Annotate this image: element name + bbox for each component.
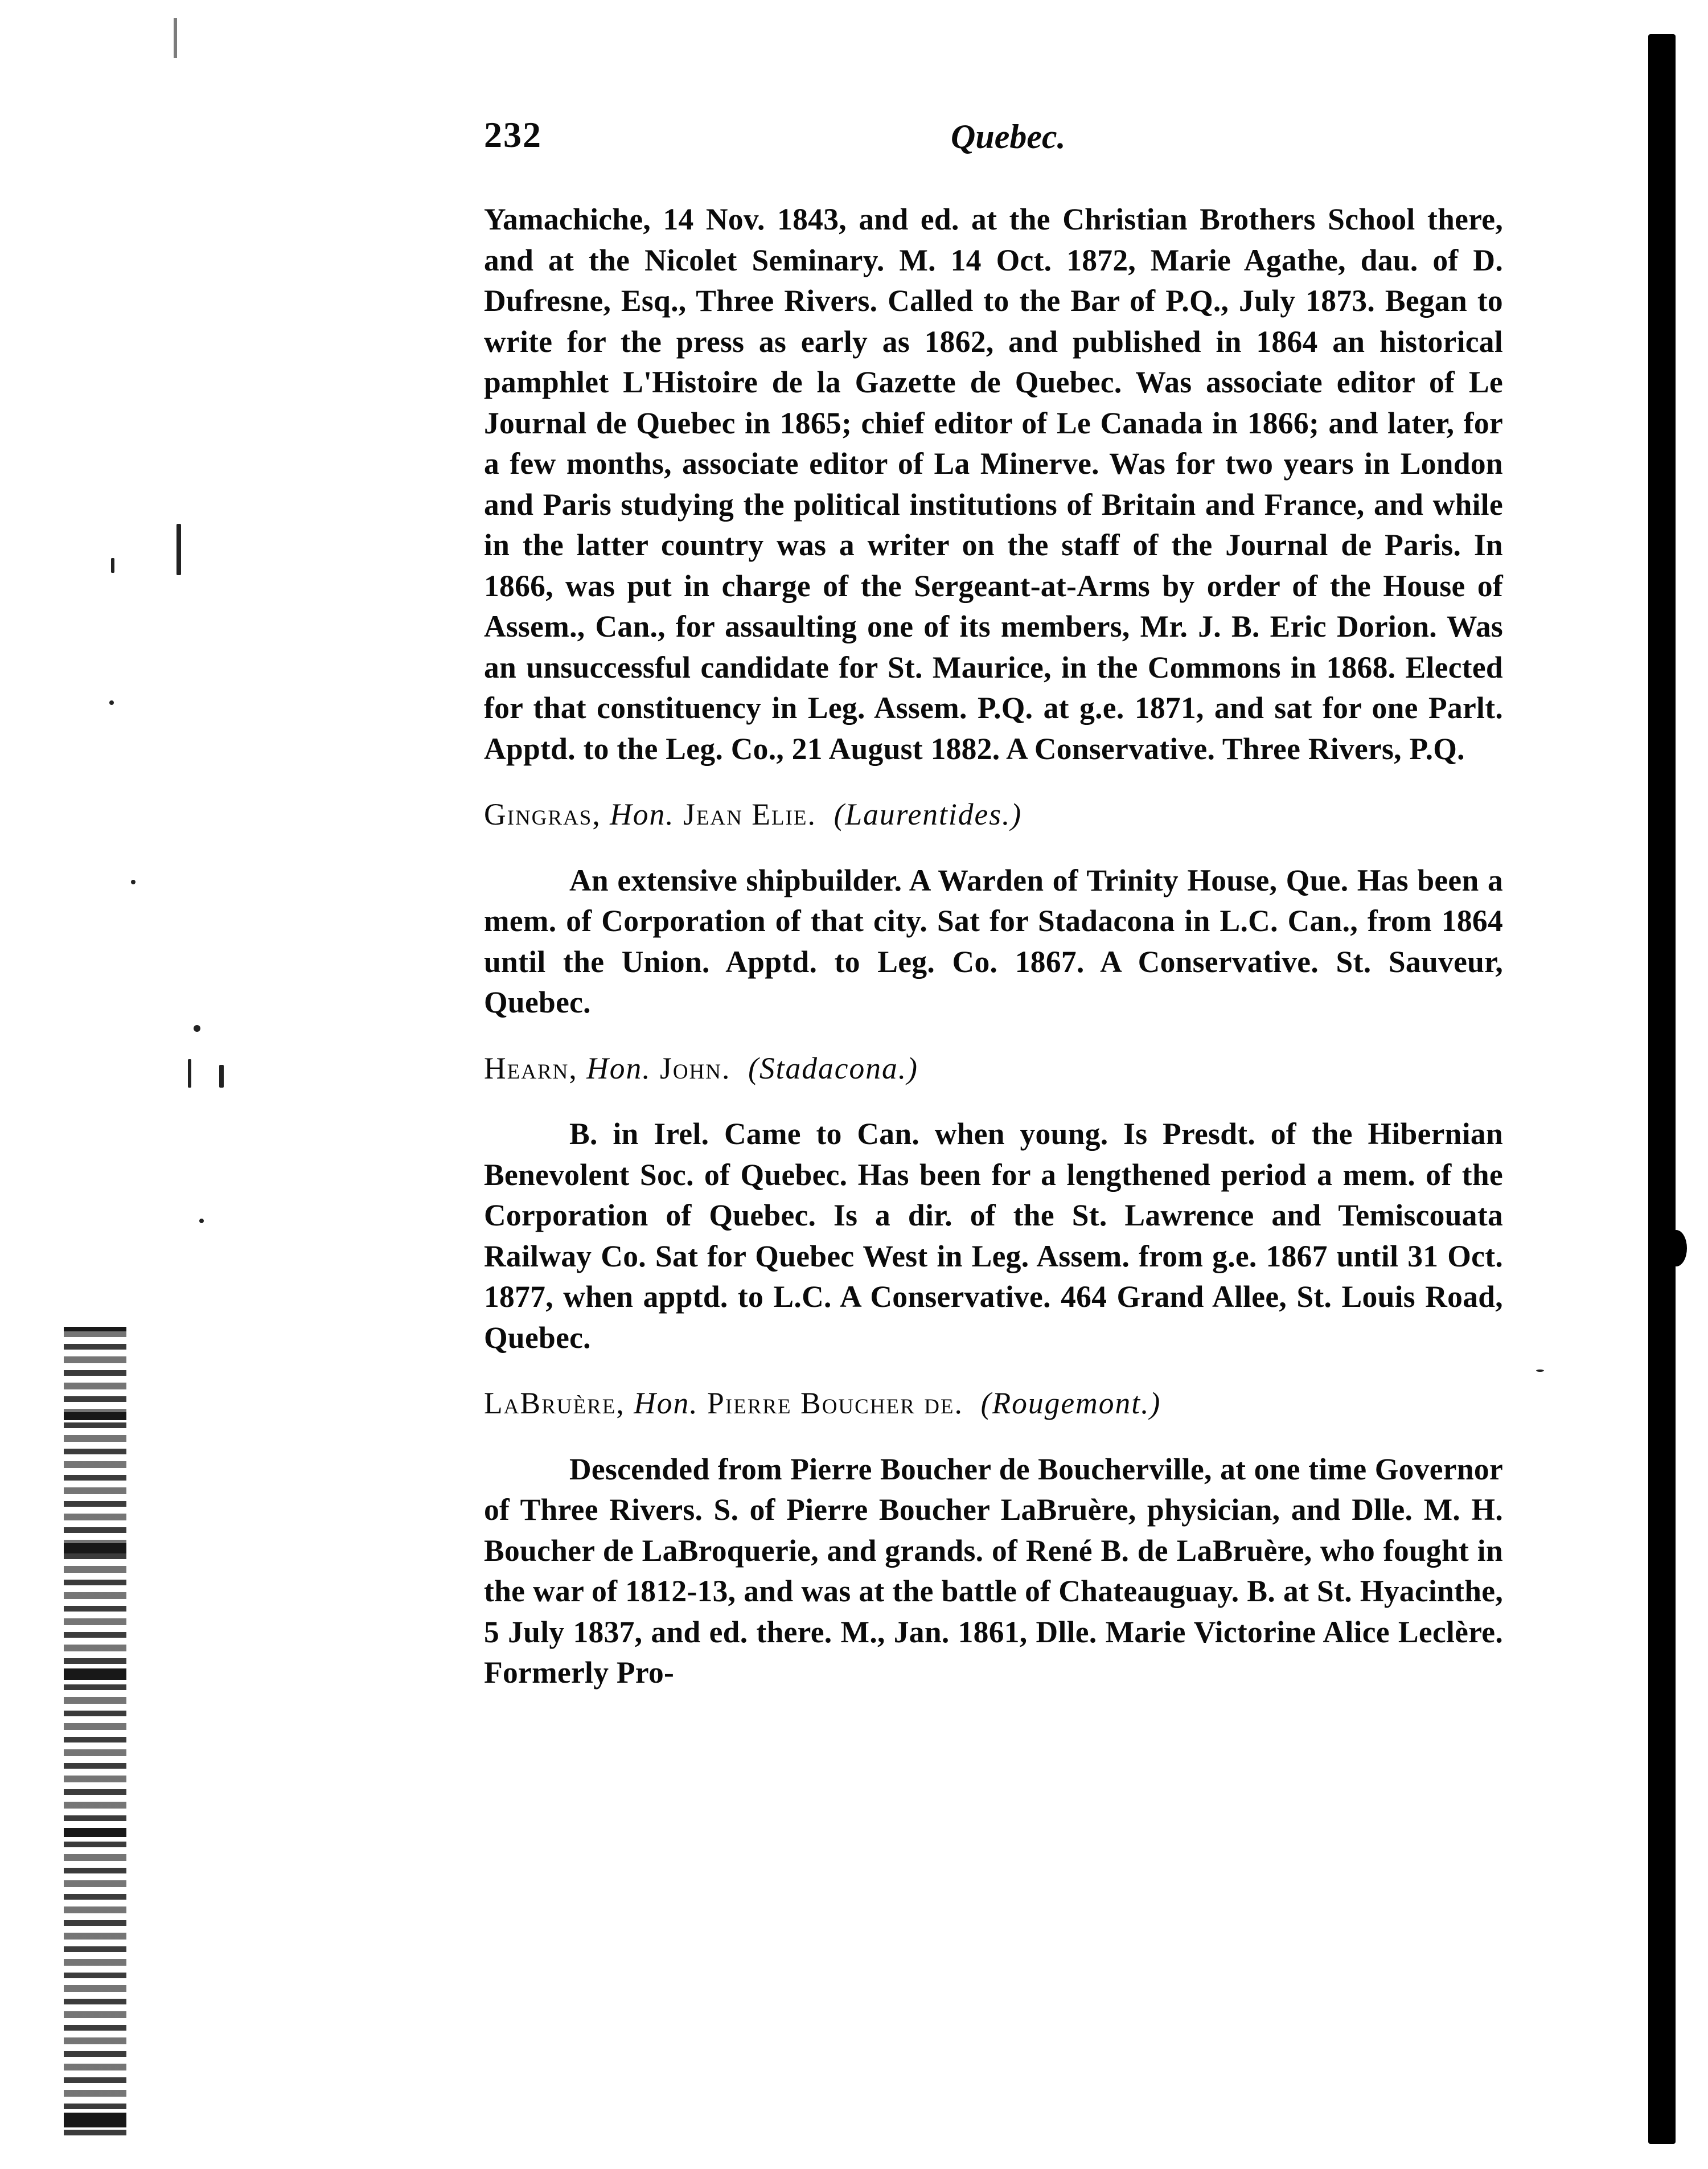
entry-given-names: Jean Elie. (683, 797, 816, 831)
scan-speck (188, 1059, 191, 1088)
scan-speck (109, 700, 114, 705)
scan-speck (111, 558, 114, 573)
entry-heading: Gingras, Hon. Jean Elie. (Laurentides.) (484, 797, 1023, 831)
entry-body: B. in Irel. Came to Can. when young. Is Presdt. of the Hibernian Benevolent Soc. of Quebec. Has been for a lengthened period a mem. of the Corporation of Quebec. Is a dir. of the St. Lawrence and Temiscouata Railway Co. Sat for Quebec West in Leg. Assem. from g.e. 1867 until 31 Oct. 1877, when apptd. to L.C. A Conservative. 464 Grand Allee, St. Louis Road, Quebec. (484, 1117, 1503, 1355)
scan-edge-bar (64, 2113, 126, 2127)
entry-given-names: John. (660, 1051, 731, 1085)
scan-edge-bar (64, 1412, 126, 1420)
scan-speck (219, 1065, 224, 1088)
entry-division: (Laurentides.) (834, 797, 1023, 831)
entry-honorific: Hon. (634, 1386, 699, 1420)
scan-edge-bar (64, 1543, 126, 1553)
entry-heading: LaBruère, Hon. Pierre Boucher de. (Rougemont.) (484, 1386, 1161, 1420)
scan-speck (199, 1219, 204, 1223)
entry-division: (Rougemont.) (980, 1386, 1161, 1420)
page-header (484, 114, 1509, 165)
scan-edge-bar (64, 1668, 126, 1680)
entry-body: Yamachiche, 14 Nov. 1843, and ed. at the Christian Brothers School there, and at the Nicolet Seminary. M. 14 Oct. 1872, Marie Agathe, dau. of D. Dufresne, Esq., Three Rivers. Called to the Bar of P.Q., July 1873. Began to write for the press as early as 1862, and published in 1864 an historical pamphlet L'Histoire de la Gazette de Quebec. Was associate editor of Le Journal de Quebec in 1865; chief editor of Le Canada in 1866; and later, for a few months, associate editor of La Minerve. Was for two years in London and Paris studying the political institutions of Britain and France, and while in the latter country was a writer on the staff of the Journal de Paris. In 1866, was put in charge of the Sergeant-at-Arms by order of the House of Assem., Can., for assaulting one of its members, Mr. J. B. Eric Dorion. Was an unsuccessful candidate for St. Maurice, in the Commons in 1868. Elected for that constituency in Leg. Assem. P.Q. at g.e. 1871, and sat for one Parlt. Apptd. to the Leg. Co., 21 August 1882. A Conservative. Three Rivers, P.Q. (484, 202, 1503, 766)
entry-surname: Gingras (484, 797, 593, 831)
entry-heading: Hearn, Hon. John. (Stadacona.) (484, 1051, 918, 1085)
entry-honorific: Hon. (610, 797, 675, 831)
entry-surname: Hearn (484, 1051, 569, 1085)
page-edge-notch (1665, 1230, 1687, 1266)
scan-speck (176, 524, 181, 575)
entry-surname: LaBruère (484, 1386, 617, 1420)
scan-edge-strip (64, 1327, 126, 2135)
entry-body: Descended from Pierre Boucher de Boucherville, at one time Governor of Three Rivers. S. of Pierre Boucher LaBruère, physician, and Dlle. M. H. Boucher de LaBroquerie, and grands. of René B. de LaBruère, who fought in the war of 1812-13, and was at the battle of Chateauguay. B. at St. Hyacinthe, 5 July 1837, and ed. there. M., Jan. 1861, Dlle. Marie Victorine Alice Leclère. Formerly Pro- (484, 1452, 1503, 1690)
scan-speck (131, 880, 136, 884)
page-edge-shadow (1648, 34, 1676, 2144)
text-column (484, 199, 1503, 1694)
scan-speck (1536, 1370, 1544, 1372)
entry-honorific: Hon. (586, 1051, 651, 1085)
entry-division: (Stadacona.) (748, 1051, 918, 1085)
margin-scribble (174, 18, 245, 58)
scan-speck (194, 1025, 200, 1032)
running-head: Quebec. (951, 118, 1066, 155)
entry-given-names: Pierre Boucher de. (707, 1386, 963, 1420)
scan-edge-bar (64, 1327, 126, 1331)
scan-edge-bar (64, 1828, 126, 1837)
page-number: 232 (484, 114, 542, 155)
entry-body: An extensive shipbuilder. A Warden of Trinity House, Que. Has been a mem. of Corporation of that city. Sat for Stadacona in L.C. Can., from 1864 until the Union. Apptd. to Leg. Co. 1867. A Conservative. St. Sauveur, Quebec. (484, 863, 1503, 1019)
